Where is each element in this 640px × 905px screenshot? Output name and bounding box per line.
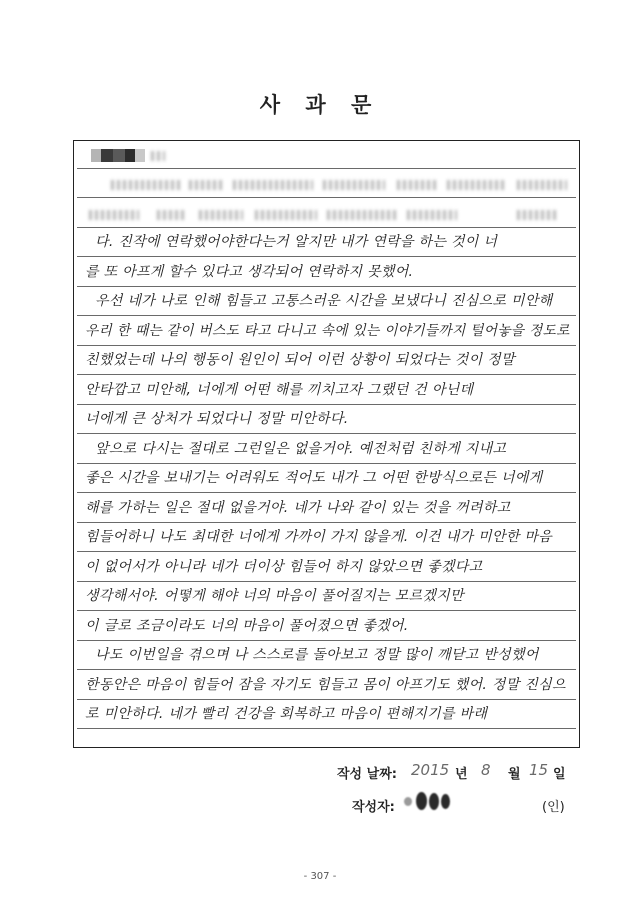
author-label: 작성자: <box>352 800 395 815</box>
handwritten-line: 이 글로 조금이라도 너의 마음이 풀어졌으면 좋겠어. <box>85 617 409 634</box>
handwritten-line: 나도 이번일을 겪으며 나 스스로를 돌아보고 정말 많이 깨닫고 반성했어 <box>95 647 539 663</box>
blurred-text <box>323 180 385 190</box>
blurred-text <box>111 180 181 190</box>
letter-row <box>77 670 576 700</box>
signature-redaction <box>402 790 454 812</box>
blurred-text <box>517 180 567 190</box>
letter-row <box>77 257 576 287</box>
letter-row-redacted-3 <box>77 198 576 228</box>
letter-row <box>77 287 576 317</box>
blurred-text <box>255 210 317 220</box>
letter-row <box>77 700 576 730</box>
recipient-redaction <box>91 149 145 162</box>
ruled-lines <box>77 139 576 729</box>
blurred-text <box>199 210 243 220</box>
ink-mark <box>416 792 427 810</box>
year-unit: 년 <box>455 767 468 782</box>
handwritten-line: 친했었는데 나의 행동이 원인이 되어 이런 상황이 되었다는 것이 정말 <box>85 352 515 368</box>
letter-row <box>77 493 576 523</box>
handwritten-line: 힘들어하니 나도 최대한 너에게 가까이 가지 않을게. 이건 내가 미안한 마음 <box>85 529 552 545</box>
letter-row-redacted-1 <box>77 139 576 169</box>
blurred-text <box>447 180 507 190</box>
blurred-text <box>189 180 223 190</box>
letter-row <box>77 611 576 641</box>
handwritten-line: 안타깝고 미안해, 너에게 어떤 해를 끼치고자 그랬던 건 아닌데 <box>85 381 474 398</box>
blurred-text <box>157 210 187 220</box>
blurred-text <box>233 180 313 190</box>
letter-row <box>77 434 576 464</box>
letter-row <box>77 405 576 435</box>
letter-row-redacted-2 <box>77 169 576 199</box>
letter-box <box>73 140 580 748</box>
handwritten-line: 좋은 시간을 보내기는 어려워도 적어도 내가 그 어떤 한방식으로든 너에게 <box>85 470 543 486</box>
blurred-text <box>89 210 139 220</box>
letter-row <box>77 346 576 376</box>
letter-row <box>77 641 576 671</box>
date-label: 작성 날짜: <box>337 767 397 782</box>
handwritten-line: 우선 네가 나로 인해 힘들고 고통스러운 시간을 보냈다니 진심으로 미안해 <box>95 293 553 309</box>
blurred-text <box>517 210 557 220</box>
letter-row <box>77 316 576 346</box>
handwritten-line: 생각해서야. 어떻게 해야 너의 마음이 풀어질지는 모르겠지만 <box>85 588 464 604</box>
handwritten-line: 앞으로 다시는 절대로 그런일은 없을거야. 예전처럼 친하게 지내고 <box>95 440 507 457</box>
blurred-text <box>407 210 457 220</box>
handwritten-line: 로 미안하다. 네가 빨리 건강을 회복하고 마음이 편해지기를 바래 <box>85 706 488 722</box>
letter-row <box>77 228 576 258</box>
handwritten-line: 다. 진작에 연락했어야한다는거 알지만 내가 연락을 하는 것이 너 <box>95 234 498 250</box>
ink-mark <box>404 797 412 806</box>
handwritten-line: 우리 한 때는 같이 버스도 타고 다니고 속에 있는 이야기들까지 털어놓을 정도로 <box>85 322 570 339</box>
handwritten-line: 해를 가하는 일은 절대 없을거야. 네가 나와 같이 있는 것을 꺼려하고 <box>85 499 511 516</box>
blurred-text <box>151 151 165 161</box>
handwritten-line: 이 없어서가 아니라 네가 더이상 힘들어 하지 않았으면 좋겠다고 <box>85 558 483 575</box>
ink-mark <box>429 793 439 810</box>
letter-row <box>77 464 576 494</box>
blurred-text <box>327 210 397 220</box>
handwritten-line: 한동안은 마음이 힘들어 잠을 자기도 힘들고 몸이 아프기도 했어. 정말 진심으 <box>85 676 566 693</box>
ink-mark <box>441 794 450 809</box>
letter-row <box>77 582 576 612</box>
month-unit: 월 <box>508 767 521 782</box>
letter-row <box>77 552 576 582</box>
day-unit: 일 <box>553 767 566 782</box>
page-number: - 307 - <box>303 871 337 882</box>
date-month: 8 <box>481 761 491 779</box>
date-day: 15 <box>529 761 549 779</box>
blurred-text <box>397 180 437 190</box>
letter-row <box>77 375 576 405</box>
date-year: 2015 <box>411 761 450 779</box>
handwritten-line: 를 또 아프게 할수 있다고 생각되어 연락하지 못했어. <box>85 263 414 280</box>
seal-mark: (인) <box>542 800 565 815</box>
letter-row <box>77 523 576 553</box>
document-title: 사 과 문 <box>259 93 381 117</box>
handwritten-line: 너에게 큰 상처가 되었다니 정말 미안하다. <box>85 411 349 427</box>
